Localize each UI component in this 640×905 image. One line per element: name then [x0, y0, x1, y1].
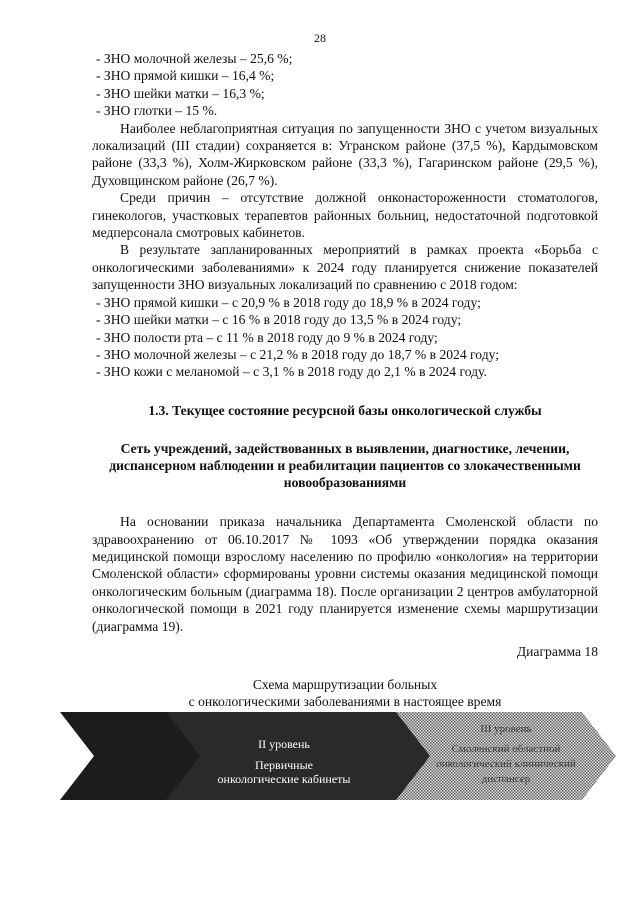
right-level-label: III уровень [480, 723, 532, 735]
list-item: - ЗНО шейки матки – 16,3 %; [96, 85, 265, 101]
middle-level-label: II уровень [258, 737, 310, 751]
paragraph-1: Наиболее неблагоприятная ситуация по запущенности ЗНО с учетом визуальных локализаций (III стадии) сохраняется в: Угранском районе (37,5 %), Кардымовском районе (33,3 %), Холм-Жирковском районе (33,3 %), Гагаринском районе (29,5 %), Духовщинском районе (26,7 %). [92, 120, 598, 188]
document-body [92, 50, 598, 710]
list-item: - ЗНО шейки матки – с 16 % в 2018 году до 13,5 % в 2024 году; [96, 312, 462, 328]
paragraph-4: На основании приказа начальника Департамента Смоленской области по здравоохранению от 06.10.2017 № 1093 «Об утверждении порядка оказания медицинской помощи взрослому населению по профилю «онкология» на территории Смоленской области» сформированы уровни системы оказания медицинской помощи онкологическим больным (диаграмма 18). После организации 2 центров амбулаторной онкологической помощи в 2021 году планируется изменение схемы маршрутизации (диаграмма 19). [92, 514, 598, 634]
scheme-title-line2: с онкологическими заболеваниями в настоящее время [188, 694, 502, 710]
right-line-3: диспансер [481, 773, 531, 785]
section-heading: 1.3. Текущее состояние ресурсной базы онкологической службы [148, 402, 542, 418]
page-number: 28 [314, 31, 326, 45]
list-item: - ЗНО полости рта – с 11 % в 2018 году до 9 % в 2024 году; [96, 329, 438, 345]
scheme-title-line1: Схема маршрутизации больных [252, 677, 438, 693]
right-line-2: онкологический клинический [436, 758, 576, 770]
list-item: - ЗНО прямой кишки – 16,4 %; [96, 68, 275, 84]
right-line-1: Смоленский областной [451, 743, 561, 755]
list-item: - ЗНО прямой кишки – с 20,9 % в 2018 году до 18,9 % в 2024 году; [96, 294, 481, 310]
subsection-heading: Сеть учреждений, задействованных в выявлении, диагностике, лечении, диспансерном наблюдении и реабилитации пациентов со злокачественными новообразованиями [109, 441, 581, 491]
list-item: - ЗНО глотки – 15 %. [96, 103, 218, 119]
list-item: - ЗНО молочной железы – 25,6 %; [96, 51, 293, 66]
diagram-label: Диаграмма 18 [516, 643, 598, 659]
list-item: - ЗНО молочной железы – с 21,2 % в 2018 году до 18,7 % в 2024 году; [96, 346, 499, 362]
paragraph-3: В результате запланированных мероприятий в рамках проекта «Борьба с онкологическими заболеваниями» к 2024 году планируется снижение показателей запущенности ЗНО визуальных локализаций по сравнению с 2018 годом: [92, 242, 598, 293]
list-top [92, 50, 598, 120]
routing-diagram-svg [58, 712, 618, 800]
paragraph-2: Среди причин – отсутствие должной онконастороженности стоматологов, гинекологов, участковых терапевтов районных больниц, недостаточной подготовкой медперсонала смотровых кабинетов. [92, 190, 598, 241]
routing-diagram [58, 712, 618, 800]
middle-line-2: онкологические кабинеты [217, 772, 351, 786]
list-item: - ЗНО кожи с меланомой – с 3,1 % в 2018 году до 2,1 % в 2024 году. [96, 364, 487, 380]
middle-line-1: Первичные [255, 758, 313, 772]
list-reduction [92, 294, 598, 381]
level-2-chevron [166, 712, 436, 800]
scheme-title [92, 676, 598, 710]
